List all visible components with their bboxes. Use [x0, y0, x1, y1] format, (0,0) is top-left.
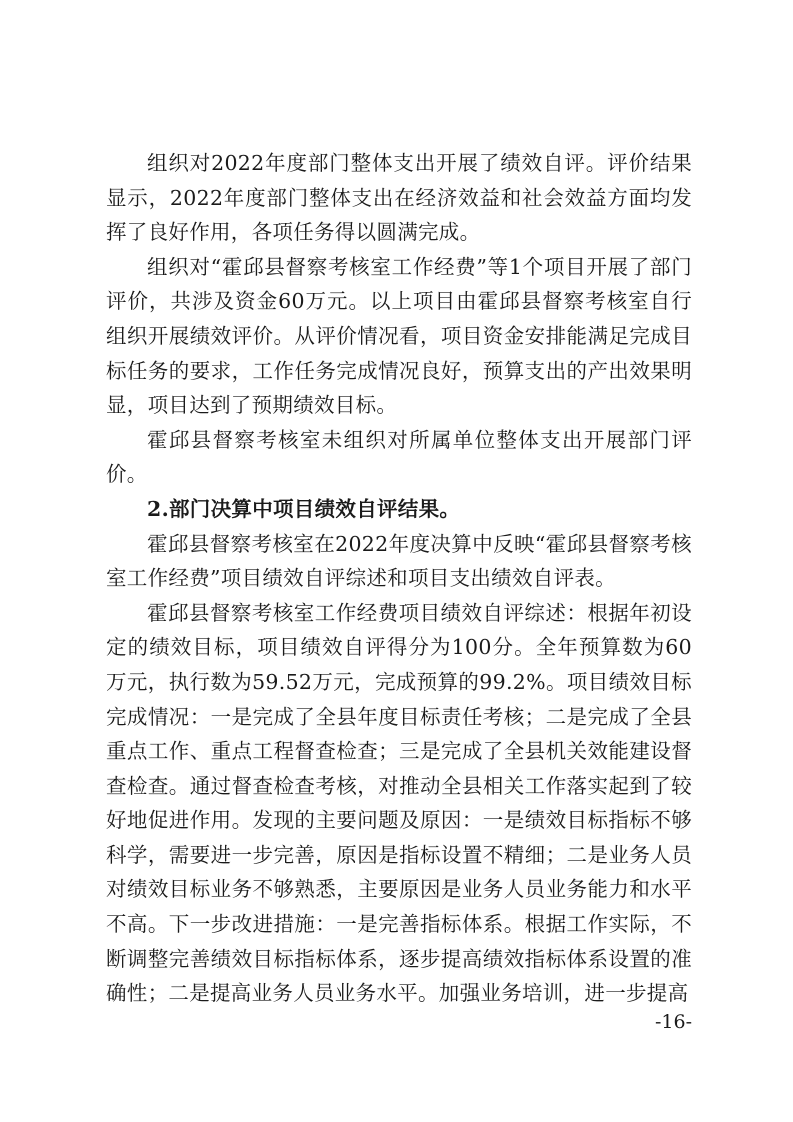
paragraph-subunit-evaluation: 霍邱县督察考核室未组织对所属单位整体支出开展部门评价。 — [106, 427, 692, 487]
paragraph-project-evaluation: 组织对“霍邱县督察考核室工作经费”等1个项目开展了部门评价，共涉及资金60万元。以上项目由霍邱县督察考核室自行组织开展绩效评价。从评价情况看，项目资金安排能满足完成目标任务的要求，工作任务完成情况良好，预算支出的产出效果明显，项目达到了预期绩效目标。 — [106, 254, 692, 418]
paragraph-final-accounts: 霍邱县督察考核室在2022年度决算中反映“霍邱县督察考核室工作经费”项目绩效自评综述和项目支出绩效自评表。 — [106, 531, 692, 591]
section-heading: 2.部门决算中项目绩效自评结果。 — [147, 496, 461, 521]
paragraph-self-evaluation-summary: 霍邱县督察考核室工作经费项目绩效自评综述：根据年初设定的绩效目标，项目绩效自评得分为100分。全年预算数为60万元，执行数为59.52万元，完成预算的99.2%。项目绩效目标完成情况：一是完成了全县年度目标责任考核；二是完成了全县重点工作、重点工程督查检查；三是完成了全县机关效能建设督查检查。通过督查检查考核，对推动全县相关工作落实起到了较好地促进作用。发现的主要问题及原因：一是绩效目标指标不够科学，需要进一步完善，原因是指标设置不精细；二是业务人员对绩效目标业务不够熟悉，主要原因是业务人员业务能力和水平不高。下一步改进措施：一是完善指标体系。根据工作实际，不断调整完善绩效目标指标体系，逐步提高绩效指标体系设置的准确性；二是提高业务人员业务水平。加强业务培训，进一步提高 — [106, 600, 692, 1006]
document-body — [106, 146, 692, 1011]
paragraph-dept-evaluation: 组织对2022年度部门整体支出开展了绩效自评。评价结果显示，2022年度部门整体支出在经济效益和社会效益方面均发挥了良好作用，各项任务得以圆满完成。 — [106, 151, 692, 245]
page-number: -16- — [654, 1011, 692, 1033]
